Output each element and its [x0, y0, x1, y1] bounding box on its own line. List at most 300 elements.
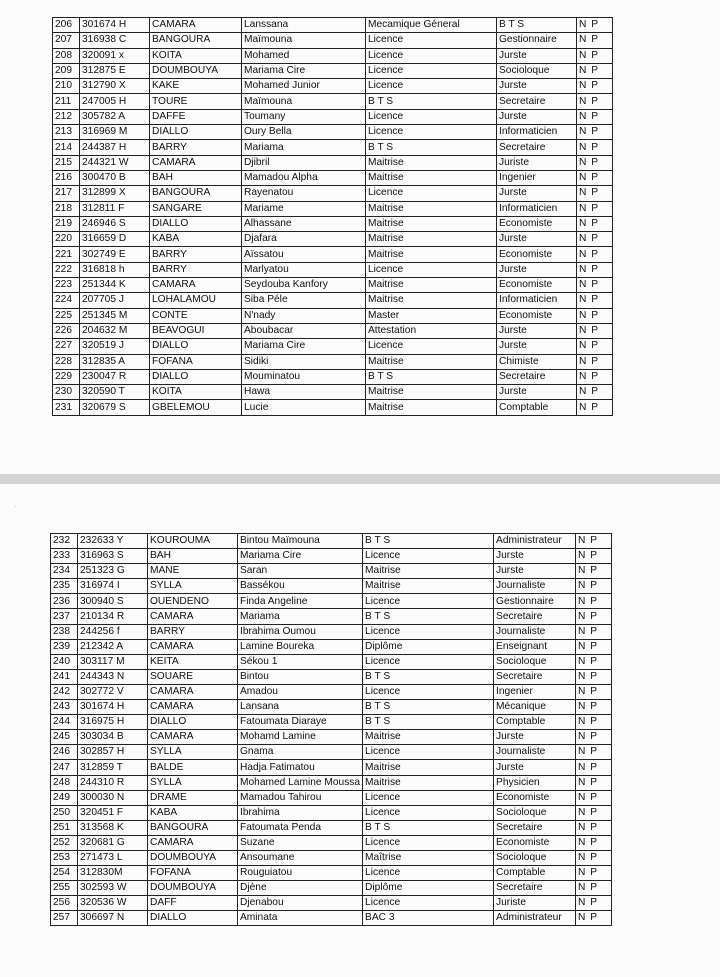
- matricule-cell: 320091 x: [80, 48, 150, 63]
- last-name-cell: KOITA: [150, 385, 242, 400]
- profession-cell: Economiste: [497, 278, 577, 293]
- profession-cell: Administrateur: [494, 534, 576, 549]
- diploma-cell: Licence: [366, 63, 497, 78]
- matricule-cell: 316818 h: [80, 262, 150, 277]
- last-name-cell: CAMARA: [150, 18, 242, 33]
- profession-cell: Gestionnaire: [497, 33, 577, 48]
- diploma-cell: Maitrise: [366, 385, 497, 400]
- first-name-cell: Mohamd Lamine: [238, 730, 363, 745]
- first-name-cell: Alhassane: [242, 216, 366, 231]
- diploma-cell: Licence: [363, 835, 494, 850]
- matricule-cell: 302749 E: [80, 247, 150, 262]
- row-number-cell: 257: [51, 911, 78, 926]
- row-number-cell: 247: [51, 760, 78, 775]
- diploma-cell: Attestation: [366, 323, 497, 338]
- first-name-cell: Sékou 1: [238, 654, 363, 669]
- status-cell: N P: [577, 385, 613, 400]
- profession-cell: Mécanique: [494, 700, 576, 715]
- row-number-cell: 213: [53, 125, 80, 140]
- first-name-cell: Suzane: [238, 835, 363, 850]
- row-number-cell: 246: [51, 745, 78, 760]
- last-name-cell: KOUROUMA: [148, 534, 238, 549]
- table-row: [51, 866, 612, 881]
- matricule-cell: 244310 R: [78, 775, 148, 790]
- profession-cell: Economiste: [494, 790, 576, 805]
- profession-cell: Jurste: [494, 564, 576, 579]
- row-number-cell: 212: [53, 109, 80, 124]
- status-cell: N P: [577, 278, 613, 293]
- status-cell: N P: [577, 94, 613, 109]
- diploma-cell: Master: [366, 308, 497, 323]
- row-number-cell: 234: [51, 564, 78, 579]
- diploma-cell: Maitrise: [366, 400, 497, 415]
- last-name-cell: DIALLO: [148, 715, 238, 730]
- table-row: [53, 400, 613, 415]
- matricule-cell: 316659 D: [80, 232, 150, 247]
- table-row: [51, 564, 612, 579]
- first-name-cell: Djafara: [242, 232, 366, 247]
- profession-cell: Journaliste: [494, 579, 576, 594]
- matricule-cell: 316974 I: [78, 579, 148, 594]
- diploma-cell: Maitrise: [363, 730, 494, 745]
- table-row: [51, 609, 612, 624]
- status-cell: N P: [577, 216, 613, 231]
- matricule-cell: 212342 A: [78, 639, 148, 654]
- profession-cell: Enseignant: [494, 639, 576, 654]
- table-row: [51, 911, 612, 926]
- status-cell: N P: [576, 549, 612, 564]
- status-cell: N P: [577, 18, 613, 33]
- status-cell: N P: [576, 820, 612, 835]
- diploma-cell: Maitrise: [366, 170, 497, 185]
- matricule-cell: 204632 M: [80, 323, 150, 338]
- diploma-cell: B T S: [363, 715, 494, 730]
- first-name-cell: Aïssatou: [242, 247, 366, 262]
- table-row: [51, 775, 612, 790]
- diploma-cell: Licence: [366, 79, 497, 94]
- table-row: [53, 247, 613, 262]
- matricule-cell: 303034 B: [78, 730, 148, 745]
- first-name-cell: Siba Péle: [242, 293, 366, 308]
- last-name-cell: SYLLA: [148, 745, 238, 760]
- status-cell: N P: [576, 639, 612, 654]
- row-number-cell: 226: [53, 323, 80, 338]
- table-row: [51, 715, 612, 730]
- profession-cell: Jurste: [497, 48, 577, 63]
- table-row: [53, 155, 613, 170]
- row-number-cell: 248: [51, 775, 78, 790]
- profession-cell: Jurste: [497, 186, 577, 201]
- matricule-cell: 320681 G: [78, 835, 148, 850]
- diploma-cell: Licence: [366, 262, 497, 277]
- diploma-cell: Mecamique Géneral: [366, 18, 497, 33]
- matricule-cell: 313568 K: [78, 820, 148, 835]
- diploma-cell: Licence: [363, 745, 494, 760]
- profession-cell: Socioloque: [494, 850, 576, 865]
- last-name-cell: CAMARA: [148, 700, 238, 715]
- matricule-cell: 244343 N: [78, 669, 148, 684]
- matricule-cell: 207705 J: [80, 293, 150, 308]
- matricule-cell: 320451 F: [78, 805, 148, 820]
- profession-cell: Chimiste: [497, 354, 577, 369]
- last-name-cell: BARRY: [148, 624, 238, 639]
- matricule-cell: 251323 G: [78, 564, 148, 579]
- first-name-cell: Marlyatou: [242, 262, 366, 277]
- row-number-cell: 207: [53, 33, 80, 48]
- profession-cell: Secretaire: [497, 94, 577, 109]
- profession-cell: Economiste: [494, 835, 576, 850]
- row-number-cell: 218: [53, 201, 80, 216]
- profession-cell: Economiste: [497, 216, 577, 231]
- diploma-cell: B T S: [363, 669, 494, 684]
- diploma-cell: B T S: [366, 140, 497, 155]
- matricule-cell: 244256 f: [78, 624, 148, 639]
- matricule-cell: 316969 M: [80, 125, 150, 140]
- profession-cell: Jurste: [497, 79, 577, 94]
- first-name-cell: Mohamed: [242, 48, 366, 63]
- table-row: [53, 293, 613, 308]
- profession-cell: Economiste: [497, 247, 577, 262]
- row-number-cell: 256: [51, 896, 78, 911]
- diploma-cell: Licence: [363, 896, 494, 911]
- matricule-cell: 230047 R: [80, 369, 150, 384]
- last-name-cell: CAMARA: [148, 835, 238, 850]
- first-name-cell: Sidiki: [242, 354, 366, 369]
- profession-cell: Jurste: [497, 109, 577, 124]
- status-cell: N P: [576, 896, 612, 911]
- first-name-cell: Rouguiatou: [238, 866, 363, 881]
- last-name-cell: CAMARA: [150, 278, 242, 293]
- first-name-cell: Bassékou: [238, 579, 363, 594]
- table-row: [53, 125, 613, 140]
- last-name-cell: DIALLO: [148, 911, 238, 926]
- matricule-cell: 210134 R: [78, 609, 148, 624]
- matricule-cell: 316938 C: [80, 33, 150, 48]
- first-name-cell: Lansana: [238, 700, 363, 715]
- status-cell: N P: [576, 579, 612, 594]
- profession-cell: Gestionnaire: [494, 594, 576, 609]
- last-name-cell: CAMARA: [148, 609, 238, 624]
- profession-cell: Secretaire: [494, 881, 576, 896]
- table-row: [53, 262, 613, 277]
- diploma-cell: B T S: [363, 700, 494, 715]
- last-name-cell: BALDE: [148, 760, 238, 775]
- profession-cell: Jurste: [494, 760, 576, 775]
- table-row: [53, 369, 613, 384]
- first-name-cell: Djène: [238, 881, 363, 896]
- diploma-cell: Maitrise: [366, 278, 497, 293]
- first-name-cell: Djenabou: [238, 896, 363, 911]
- matricule-cell: 312875 E: [80, 63, 150, 78]
- first-name-cell: Toumany: [242, 109, 366, 124]
- profession-cell: Informaticien: [497, 201, 577, 216]
- profession-cell: Jurste: [497, 262, 577, 277]
- last-name-cell: LOHALAMOU: [150, 293, 242, 308]
- table-row: [51, 594, 612, 609]
- status-cell: N P: [577, 155, 613, 170]
- table-row: [53, 79, 613, 94]
- status-cell: N P: [577, 323, 613, 338]
- matricule-cell: 303117 M: [78, 654, 148, 669]
- row-number-cell: 230: [53, 385, 80, 400]
- profession-cell: Secretaire: [494, 609, 576, 624]
- last-name-cell: BAH: [150, 170, 242, 185]
- first-name-cell: Mouminatou: [242, 369, 366, 384]
- first-name-cell: Maïmouna: [242, 94, 366, 109]
- table-row: [53, 140, 613, 155]
- profession-cell: Secretaire: [494, 669, 576, 684]
- matricule-cell: 247005 H: [80, 94, 150, 109]
- last-name-cell: CONTE: [150, 308, 242, 323]
- diploma-cell: B T S: [363, 534, 494, 549]
- last-name-cell: CAMARA: [148, 730, 238, 745]
- first-name-cell: Mariama: [242, 140, 366, 155]
- status-cell: N P: [577, 48, 613, 63]
- profession-cell: Jurste: [497, 339, 577, 354]
- table-row: [53, 48, 613, 63]
- status-cell: N P: [576, 624, 612, 639]
- table-row: [51, 745, 612, 760]
- row-number-cell: 211: [53, 94, 80, 109]
- row-number-cell: 245: [51, 730, 78, 745]
- first-name-cell: Gnama: [238, 745, 363, 760]
- last-name-cell: DOUMBOUYA: [150, 63, 242, 78]
- table-row: [53, 94, 613, 109]
- profession-cell: Jurste: [494, 549, 576, 564]
- matricule-cell: 302593 W: [78, 881, 148, 896]
- diploma-cell: Maîtrise: [363, 850, 494, 865]
- diploma-cell: Licence: [366, 48, 497, 63]
- first-name-cell: Ansoumane: [238, 850, 363, 865]
- first-name-cell: Oury Bella: [242, 125, 366, 140]
- diploma-cell: Maitrise: [366, 216, 497, 231]
- last-name-cell: CAMARA: [150, 155, 242, 170]
- diploma-cell: Maitrise: [363, 760, 494, 775]
- last-name-cell: BANGOURA: [150, 33, 242, 48]
- first-name-cell: Lamine Boureka: [238, 639, 363, 654]
- first-name-cell: Amadou: [238, 684, 363, 699]
- first-name-cell: Saran: [238, 564, 363, 579]
- matricule-cell: 320519 J: [80, 339, 150, 354]
- status-cell: N P: [576, 715, 612, 730]
- table-row: [51, 730, 612, 745]
- first-name-cell: Ibrahima: [238, 805, 363, 820]
- table-row: [51, 579, 612, 594]
- matricule-cell: 306697 N: [78, 911, 148, 926]
- last-name-cell: DAFFE: [150, 109, 242, 124]
- diploma-cell: Maitrise: [366, 201, 497, 216]
- first-name-cell: Hadja Fatimatou: [238, 760, 363, 775]
- diploma-cell: Licence: [363, 866, 494, 881]
- profession-cell: Informaticien: [497, 293, 577, 308]
- matricule-cell: 271473 L: [78, 850, 148, 865]
- first-name-cell: Lanssana: [242, 18, 366, 33]
- matricule-cell: 320536 W: [78, 896, 148, 911]
- matricule-cell: 301674 H: [78, 700, 148, 715]
- last-name-cell: KAKE: [150, 79, 242, 94]
- matricule-cell: 312830M: [78, 866, 148, 881]
- profession-cell: Secretaire: [497, 140, 577, 155]
- profession-cell: Socioloque: [497, 63, 577, 78]
- table-row: [53, 33, 613, 48]
- table-row: [51, 896, 612, 911]
- diploma-cell: Licence: [363, 654, 494, 669]
- last-name-cell: CAMARA: [148, 684, 238, 699]
- matricule-cell: 301674 H: [80, 18, 150, 33]
- status-cell: N P: [576, 850, 612, 865]
- last-name-cell: DIALLO: [150, 339, 242, 354]
- diploma-cell: Licence: [366, 125, 497, 140]
- row-number-cell: 251: [51, 820, 78, 835]
- status-cell: N P: [577, 109, 613, 124]
- status-cell: N P: [576, 700, 612, 715]
- profession-cell: Journaliste: [494, 745, 576, 760]
- status-cell: N P: [576, 594, 612, 609]
- last-name-cell: KABA: [150, 232, 242, 247]
- table-row: [53, 339, 613, 354]
- status-cell: N P: [576, 760, 612, 775]
- status-cell: N P: [577, 33, 613, 48]
- row-number-cell: 240: [51, 654, 78, 669]
- last-name-cell: TOURE: [150, 94, 242, 109]
- table-row: [51, 624, 612, 639]
- status-cell: N P: [576, 534, 612, 549]
- row-number-cell: 235: [51, 579, 78, 594]
- row-number-cell: 237: [51, 609, 78, 624]
- table-row: [53, 278, 613, 293]
- table-row: [51, 639, 612, 654]
- profession-cell: Ingenier: [497, 170, 577, 185]
- first-name-cell: Mariama Cire: [242, 339, 366, 354]
- diploma-cell: Maitrise: [363, 579, 494, 594]
- last-name-cell: BEAVOGUI: [150, 323, 242, 338]
- row-number-cell: 220: [53, 232, 80, 247]
- table-row: [51, 820, 612, 835]
- status-cell: N P: [576, 775, 612, 790]
- first-name-cell: Mohamed Junior: [242, 79, 366, 94]
- first-name-cell: Mohamed Lamine Moussa: [238, 775, 363, 790]
- status-cell: N P: [577, 125, 613, 140]
- status-cell: N P: [576, 684, 612, 699]
- row-number-cell: 216: [53, 170, 80, 185]
- status-cell: N P: [577, 79, 613, 94]
- last-name-cell: DRAME: [148, 790, 238, 805]
- diploma-cell: Licence: [363, 549, 494, 564]
- last-name-cell: DOUMBOUYA: [148, 881, 238, 896]
- last-name-cell: SYLLA: [148, 579, 238, 594]
- matricule-cell: 300030 N: [78, 790, 148, 805]
- row-number-cell: 206: [53, 18, 80, 33]
- first-name-cell: Bintou: [238, 669, 363, 684]
- status-cell: N P: [576, 835, 612, 850]
- diploma-cell: Licence: [366, 109, 497, 124]
- table-row: [51, 549, 612, 564]
- diploma-cell: Licence: [363, 684, 494, 699]
- profession-cell: Economiste: [497, 308, 577, 323]
- profession-cell: B T S: [497, 18, 577, 33]
- table-row: [53, 216, 613, 231]
- row-number-cell: 232: [51, 534, 78, 549]
- status-cell: N P: [577, 262, 613, 277]
- matricule-cell: 312811 F: [80, 201, 150, 216]
- matricule-cell: 312835 A: [80, 354, 150, 369]
- row-number-cell: 214: [53, 140, 80, 155]
- table-row: [51, 534, 612, 549]
- row-number-cell: 210: [53, 79, 80, 94]
- profession-cell: Jurste: [494, 730, 576, 745]
- last-name-cell: KEITA: [148, 654, 238, 669]
- status-cell: N P: [576, 805, 612, 820]
- first-name-cell: Ibrahima Oumou: [238, 624, 363, 639]
- row-number-cell: 221: [53, 247, 80, 262]
- diploma-cell: Maitrise: [366, 155, 497, 170]
- status-cell: N P: [577, 186, 613, 201]
- diploma-cell: Licence: [366, 186, 497, 201]
- row-number-cell: 253: [51, 850, 78, 865]
- table-row: [53, 109, 613, 124]
- table-row: [51, 669, 612, 684]
- status-cell: N P: [576, 730, 612, 745]
- last-name-cell: SYLLA: [148, 775, 238, 790]
- row-number-cell: 249: [51, 790, 78, 805]
- row-number-cell: 244: [51, 715, 78, 730]
- first-name-cell: Finda Angeline: [238, 594, 363, 609]
- row-number-cell: 239: [51, 639, 78, 654]
- last-name-cell: BANGOURA: [148, 820, 238, 835]
- table-row: [51, 684, 612, 699]
- row-number-cell: 243: [51, 700, 78, 715]
- row-number-cell: 209: [53, 63, 80, 78]
- diploma-cell: Licence: [363, 805, 494, 820]
- row-number-cell: 227: [53, 339, 80, 354]
- table-row: [51, 760, 612, 775]
- diploma-cell: Maitrise: [363, 775, 494, 790]
- profession-cell: Jurste: [497, 385, 577, 400]
- table-row: [51, 835, 612, 850]
- diploma-cell: B T S: [363, 820, 494, 835]
- status-cell: N P: [576, 911, 612, 926]
- table-row: [53, 354, 613, 369]
- matricule-cell: 316975 H: [78, 715, 148, 730]
- status-cell: N P: [576, 564, 612, 579]
- status-cell: N P: [577, 293, 613, 308]
- table-row: [51, 805, 612, 820]
- profession-cell: Jurste: [497, 232, 577, 247]
- profession-cell: Juriste: [494, 896, 576, 911]
- table-row: [53, 63, 613, 78]
- last-name-cell: DOUMBOUYA: [148, 850, 238, 865]
- status-cell: N P: [577, 201, 613, 216]
- roster-table-2: [50, 533, 612, 926]
- table-row: [53, 18, 613, 33]
- last-name-cell: SOUARE: [148, 669, 238, 684]
- first-name-cell: Aminata: [238, 911, 363, 926]
- status-cell: N P: [577, 308, 613, 323]
- row-number-cell: 215: [53, 155, 80, 170]
- profession-cell: Secretaire: [497, 369, 577, 384]
- table-row: [53, 385, 613, 400]
- diploma-cell: B T S: [366, 94, 497, 109]
- first-name-cell: Mariama: [238, 609, 363, 624]
- first-name-cell: Djibril: [242, 155, 366, 170]
- profession-cell: Physicien: [494, 775, 576, 790]
- status-cell: N P: [576, 866, 612, 881]
- row-number-cell: 233: [51, 549, 78, 564]
- profession-cell: Informaticien: [497, 125, 577, 140]
- table-row: [53, 201, 613, 216]
- diploma-cell: Maitrise: [366, 232, 497, 247]
- last-name-cell: KABA: [148, 805, 238, 820]
